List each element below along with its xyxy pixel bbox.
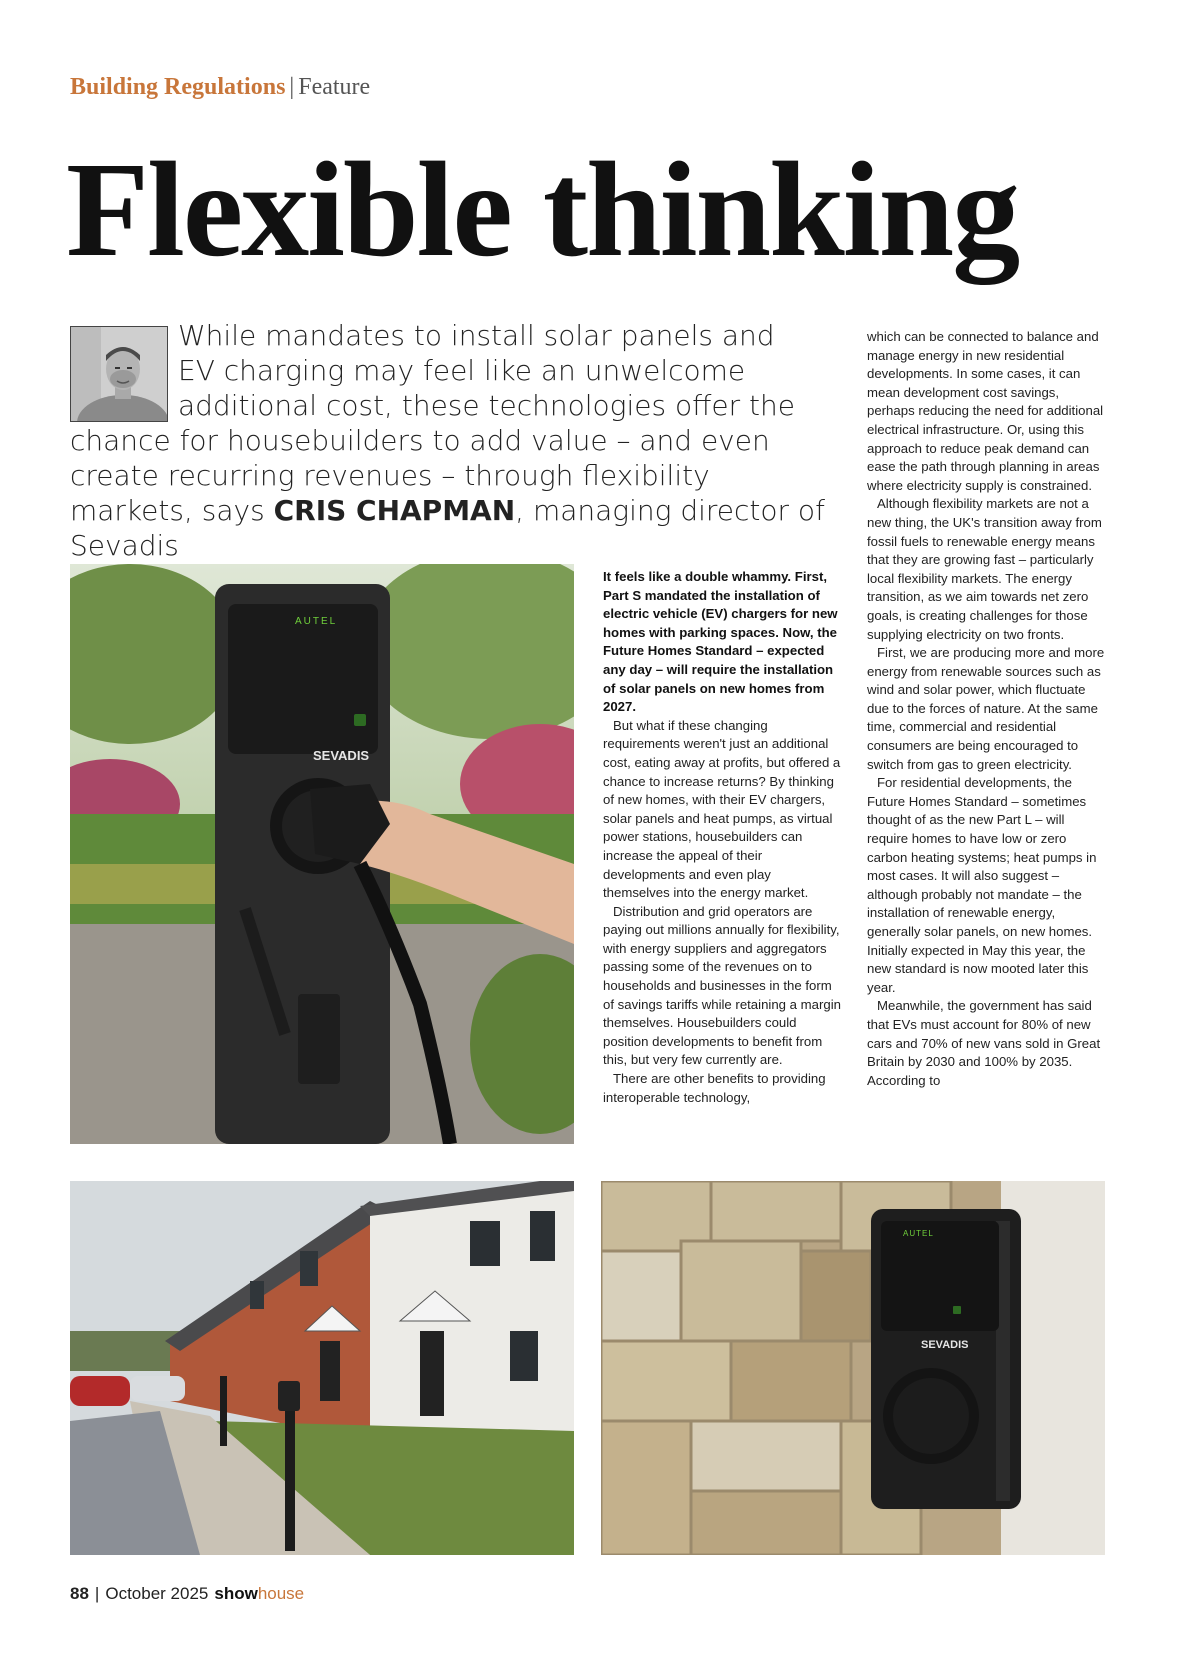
section-type: Feature xyxy=(298,74,371,100)
article-headline: Flexible thinking xyxy=(66,135,1019,285)
section-category: Building Regulations xyxy=(70,74,286,100)
issue-date: October 2025 xyxy=(105,1584,209,1603)
section-header xyxy=(70,74,370,101)
author-name: CRIS CHAPMAN xyxy=(273,494,516,527)
body-column-2 xyxy=(867,328,1107,1090)
photo-wall-charger xyxy=(601,1181,1105,1555)
charger-brand-label: AUTEL xyxy=(295,616,338,627)
standfirst xyxy=(70,318,840,563)
page-number: 88 xyxy=(70,1584,89,1603)
page-footer xyxy=(70,1584,304,1604)
magazine-logo-house: house xyxy=(257,1584,305,1603)
wall-charger-logo-label: SEVADIS xyxy=(921,1339,969,1351)
body-paragraph: But what if these changing requirements weren't just an additional cost, eating away at profits, but offered a chance to increase returns? By thinking of new homes, with their EV chargers, solar panels and heat pumps, as virtual power stations, housebuilders can increase the appeal of their developments and even play themselves into the energy market. xyxy=(603,717,841,901)
standfirst-line: EV charging may feel like an unwelcome xyxy=(178,354,746,387)
body-paragraph: Meanwhile, the government has said that EVs must account for 80% of new cars and 70% of new vans sold in Great Britain by 2030 and 100% by 2035. According to xyxy=(867,998,1101,1088)
photo-ev-charger-post xyxy=(70,564,574,1144)
body-paragraph: It feels like a double whammy. First, Part S mandated the installation of electric vehicle (EV) chargers for new homes with parking spaces. Now, the Future Homes Standard – expected any day – will require the installation of solar panels on new homes from 2027. xyxy=(603,569,838,715)
body-paragraph: First, we are producing more and more energy from renewable sources such as wind and solar power, which fluctuate due to the forces of nature. At the same time, commercial and residential consumers are being encouraged to switch from gas to green electricity. xyxy=(867,645,1105,772)
author-role: , managing director of Sevadis xyxy=(70,494,825,562)
body-paragraph: For residential developments, the Future Homes Standard – sometimes thought of as the new Part L – will require homes to have low or zero carbon heating systems; heat pumps in most cases. It will also suggest – although probably not mandate – the installation of renewable energy, generally solar panels, on new homes. Initially expected in May this year, the new standard is now mooted later this year. xyxy=(867,775,1097,995)
body-column-1 xyxy=(603,568,841,1107)
body-paragraph: Although flexibility markets are not a new thing, the UK's transition away from fossil fuels to renewable energy means that they are growing fast – particularly local flexibility markets. The energy transition, as we aim towards net zero goals, is creating challenges for those supplying electricity on two fronts. xyxy=(867,496,1102,642)
body-paragraph: which can be connected to balance and manage energy in new residential developments. In some cases, it can mean development cost savings, perhaps reducing the need for additional electrical infrastructure. Or, using this approach to reduce peak demand can ease the path through planning in areas where electricity supply is constrained. xyxy=(867,329,1104,493)
charger-logo-label: SEVADIS xyxy=(313,748,370,763)
body-paragraph: Distribution and grid operators are paying out millions annually for flexibility, with energy suppliers and aggregators passing some of the revenues on to households and businesses in the form of savings tariffs while retaining a margin themselves. Housebuilders could position developments to benefit from this, but very few currently are. xyxy=(603,903,841,1068)
standfirst-line: additional cost, these technologies offer the xyxy=(178,389,795,422)
section-separator: | xyxy=(289,74,295,100)
footer-separator: | xyxy=(94,1584,100,1603)
standfirst-rest: chance for housebuilders to add value – and even create recurring revenues – through flexibility markets, says xyxy=(70,424,770,527)
photo-housing-development xyxy=(70,1181,574,1555)
magazine-logo-show: show xyxy=(214,1584,258,1603)
standfirst-line: While mandates to install solar panels and xyxy=(178,319,775,352)
magazine-logo xyxy=(214,1584,304,1604)
body-paragraph: There are other benefits to providing interoperable technology, xyxy=(603,1071,826,1105)
wall-charger-brand-label: AUTEL xyxy=(903,1229,934,1238)
